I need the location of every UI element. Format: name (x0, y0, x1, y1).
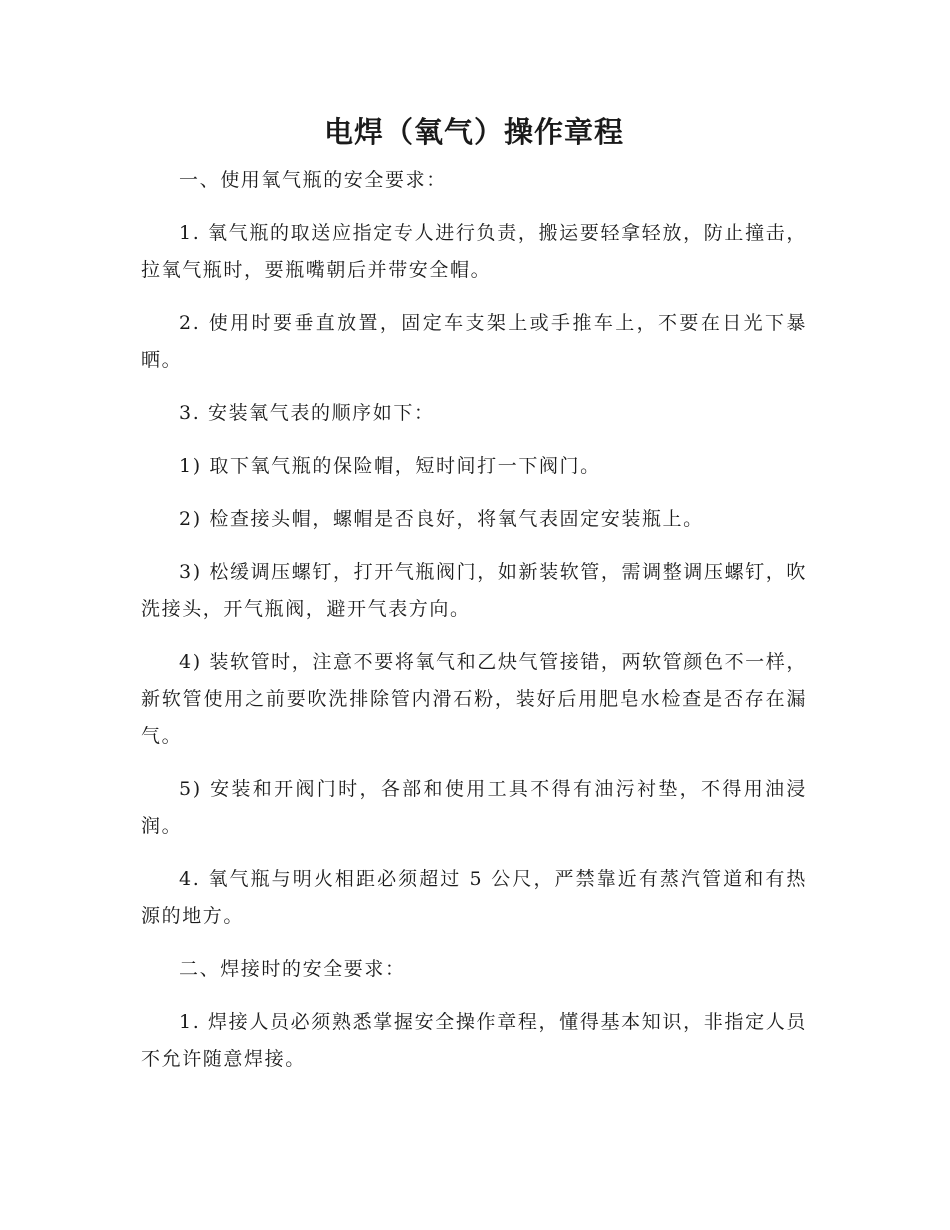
section-heading-2: 二、焊接时的安全要求： (179, 958, 406, 980)
paragraph-3-step-5: 5) 安装和开阀门时，各部和使用工具不得有油污衬垫，不得用油浸润。 (141, 778, 807, 837)
paragraph-4: 4. 氧气瓶与明火相距必须超过 5 公尺，严禁靠近有蒸汽管道和有热源的地方。 (141, 868, 807, 927)
document-page (141, 110, 807, 1094)
paragraph-5: 1. 焊接人员必须熟悉掌握安全操作章程，懂得基本知识，非指定人员不允许随意焊接。 (141, 1011, 807, 1070)
paragraph-3-step-3: 3) 松缓调压螺钉，打开气瓶阀门，如新装软管，需调整调压螺钉，吹洗接头，开气瓶阀，避开气表方向。 (141, 561, 807, 620)
paragraph-1: 1. 氧气瓶的取送应指定专人进行负责，搬运要轻拿轻放，防止撞击，拉氧气瓶时，要瓶嘴朝后并带安全帽。 (141, 222, 807, 281)
document-title: 电焊（氧气）操作章程 (323, 115, 624, 149)
paragraph-2: 2. 使用时要垂直放置，固定车支架上或手推车上，不要在日光下暴晒。 (141, 312, 807, 371)
section-heading-1: 一、使用氧气瓶的安全要求： (179, 169, 447, 191)
paragraph-3: 3. 安装氧气表的顺序如下： (179, 402, 435, 424)
paragraph-3-step-4: 4) 装软管时，注意不要将氧气和乙炔气管接错，两软管颜色不一样，新软管使用之前要吹洗排除管内滑石粉，装好后用肥皂水检查是否存在漏气。 (141, 651, 807, 747)
paragraph-3-step-1: 1) 取下氧气瓶的保险帽，短时间打一下阀门。 (179, 455, 601, 477)
paragraph-3-step-2: 2) 检查接头帽，螺帽是否良好，将氧气表固定安装瓶上。 (179, 508, 704, 530)
